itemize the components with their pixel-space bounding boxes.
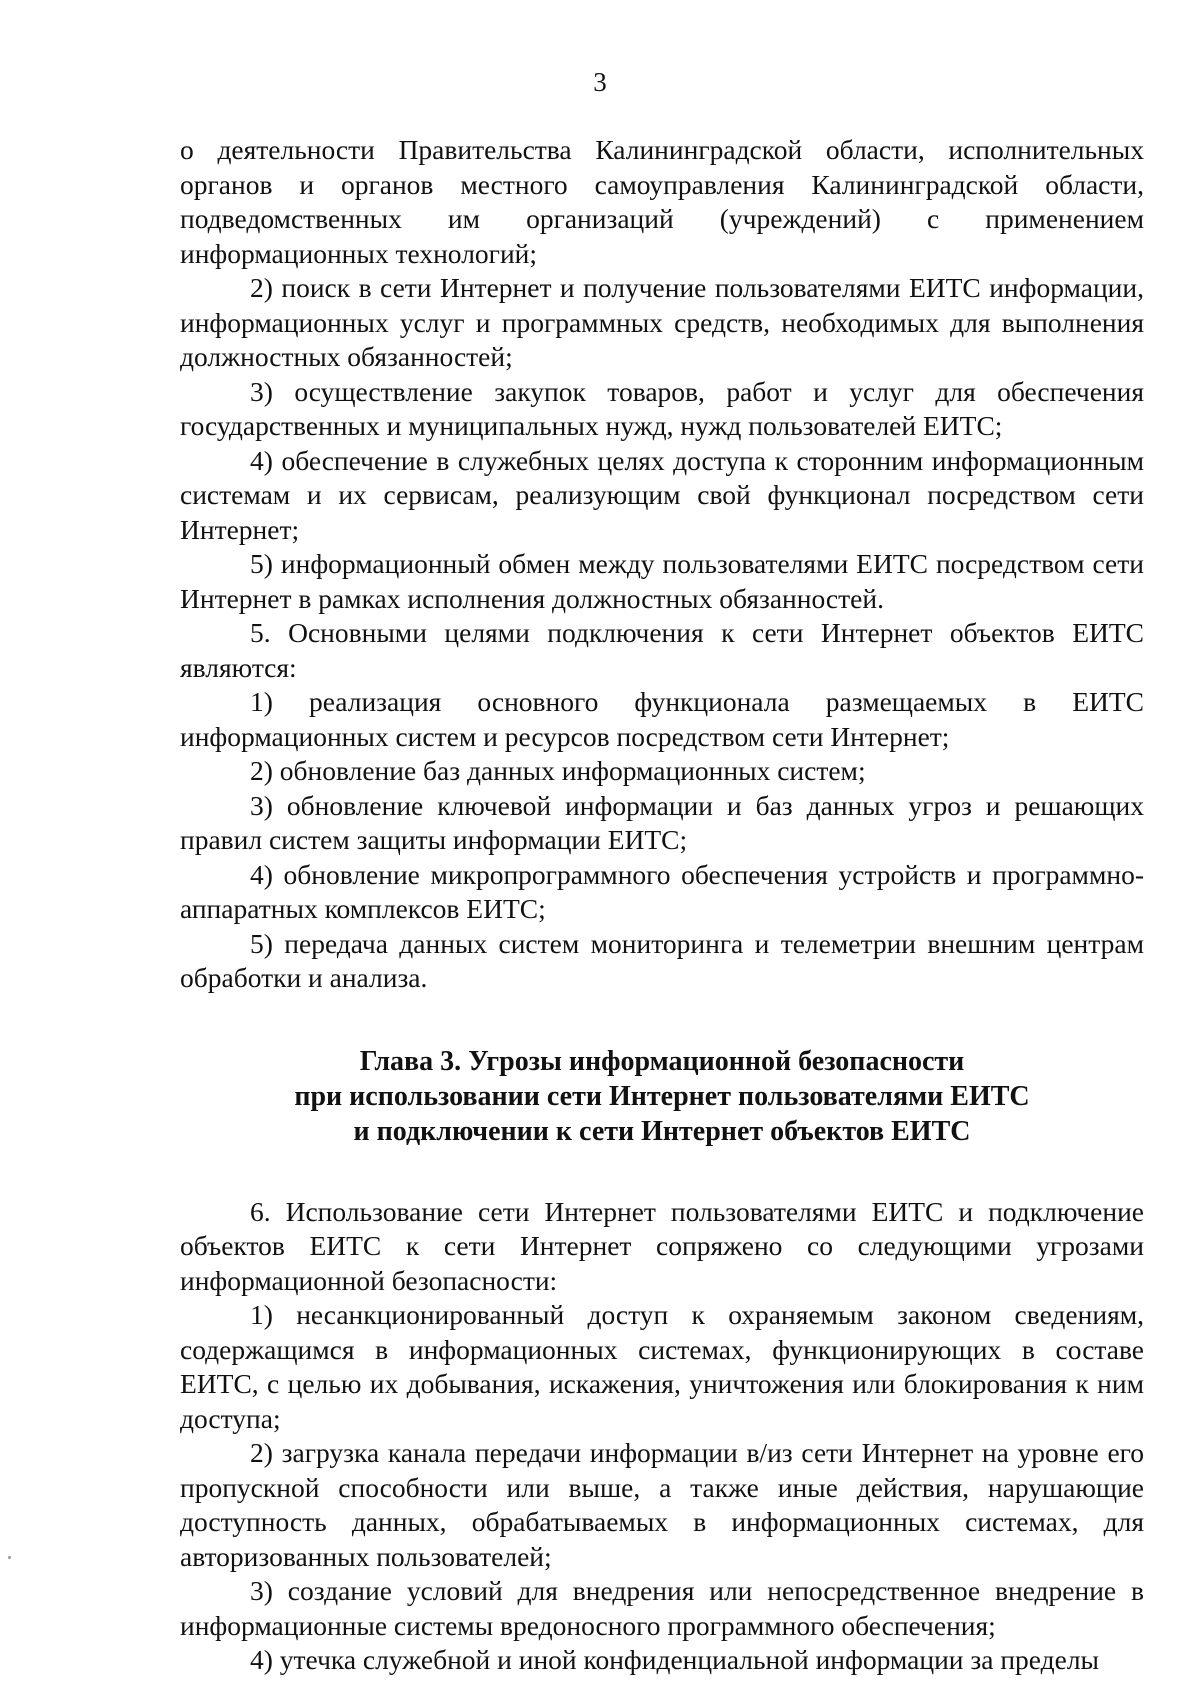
- chapter-heading-line-1: Глава 3. Угрозы информационной безопасности: [359, 1045, 965, 1077]
- scan-dot-mark: [8, 1556, 11, 1559]
- clause-6-intro: 6. Использование сети Интернет пользователями ЕИТС и подключение объектов ЕИТС к сети Интернет сопряжено со следующими угрозами информационной безопасности:: [180, 1195, 1144, 1296]
- chapter-heading: [180, 1044, 1144, 1149]
- chapter-heading-line-2: при использовании сети Интернет пользователями ЕИТС: [294, 1080, 1030, 1112]
- list-item-third-party-access: 4) обеспечение в служебных целях доступа к сторонним информационным системам и их сервисам, реализующим свой функционал посредством сети Интернет;: [180, 444, 1144, 545]
- clause-5-intro: 5. Основными целями подключения к сети Интернет объектов ЕИТС являются:: [180, 617, 1144, 683]
- paragraph-continuation: о деятельности Правительства Калининградской области, исполнительных органов и органов местного самоуправления Калининградской области, подведомственных им организаций (учреждений) с применением информационных технологий;: [180, 134, 1144, 269]
- threat-unauthorized-access: 1) несанкционированный доступ к охраняемым законом сведениям, содержащимся в информационных системах, функционирующих в составе ЕИТС, с целью их добывания, искажения, уничтожения или блокирования к ним доступа;: [180, 1299, 1144, 1434]
- list-item-key-info-update: 3) обновление ключевой информации и баз данных угроз и решающих правил систем защиты информации ЕИТС;: [180, 789, 1144, 855]
- threat-channel-overload: 2) загрузка канала передачи информации в/из сети Интернет на уровне его пропускной способности или выше, а также иные действия, нарушающие доступность данных, обрабатываемых в информационных системах, для авторизованных пользователей;: [180, 1437, 1144, 1572]
- list-item-information-exchange: 5) информационный обмен между пользователями ЕИТС посредством сети Интернет в рамках исполнения должностных обязанностей.: [180, 548, 1144, 614]
- list-item-procurement: 3) осуществление закупок товаров, работ и услуг для обеспечения государственных и муниципальных нужд, нужд пользователей ЕИТС;: [180, 375, 1144, 441]
- list-item-database-update: 2) обновление баз данных информационных систем;: [250, 755, 866, 786]
- chapter-heading-line-3: и подключении к сети Интернет объектов ЕИТС: [353, 1115, 971, 1147]
- threat-malware: 3) создание условий для внедрения или непосредственное внедрение в информационные системы вредоносного программного обеспечения;: [180, 1575, 1144, 1641]
- threat-data-leak: 4) утечка служебной и иной конфиденциальной информации за пределы: [250, 1644, 1100, 1675]
- list-item-firmware-update: 4) обновление микропрограммного обеспечения устройств и программно-аппаратных комплексов ЕИТС;: [180, 858, 1144, 924]
- page-number: 3: [593, 67, 607, 97]
- list-item-functional-implementation: 1) реализация основного функционала размещаемых в ЕИТС информационных систем и ресурсов посредством сети Интернет;: [180, 686, 1144, 752]
- list-item-monitoring-data: 5) передача данных систем мониторинга и телеметрии внешним центрам обработки и анализа.: [180, 927, 1144, 993]
- list-item-search-internet: 2) поиск в сети Интернет и получение пользователями ЕИТС информации, информационных услуг и программных средств, необходимых для выполнения должностных обязанностей;: [180, 272, 1144, 372]
- document-body: [180, 133, 1144, 1678]
